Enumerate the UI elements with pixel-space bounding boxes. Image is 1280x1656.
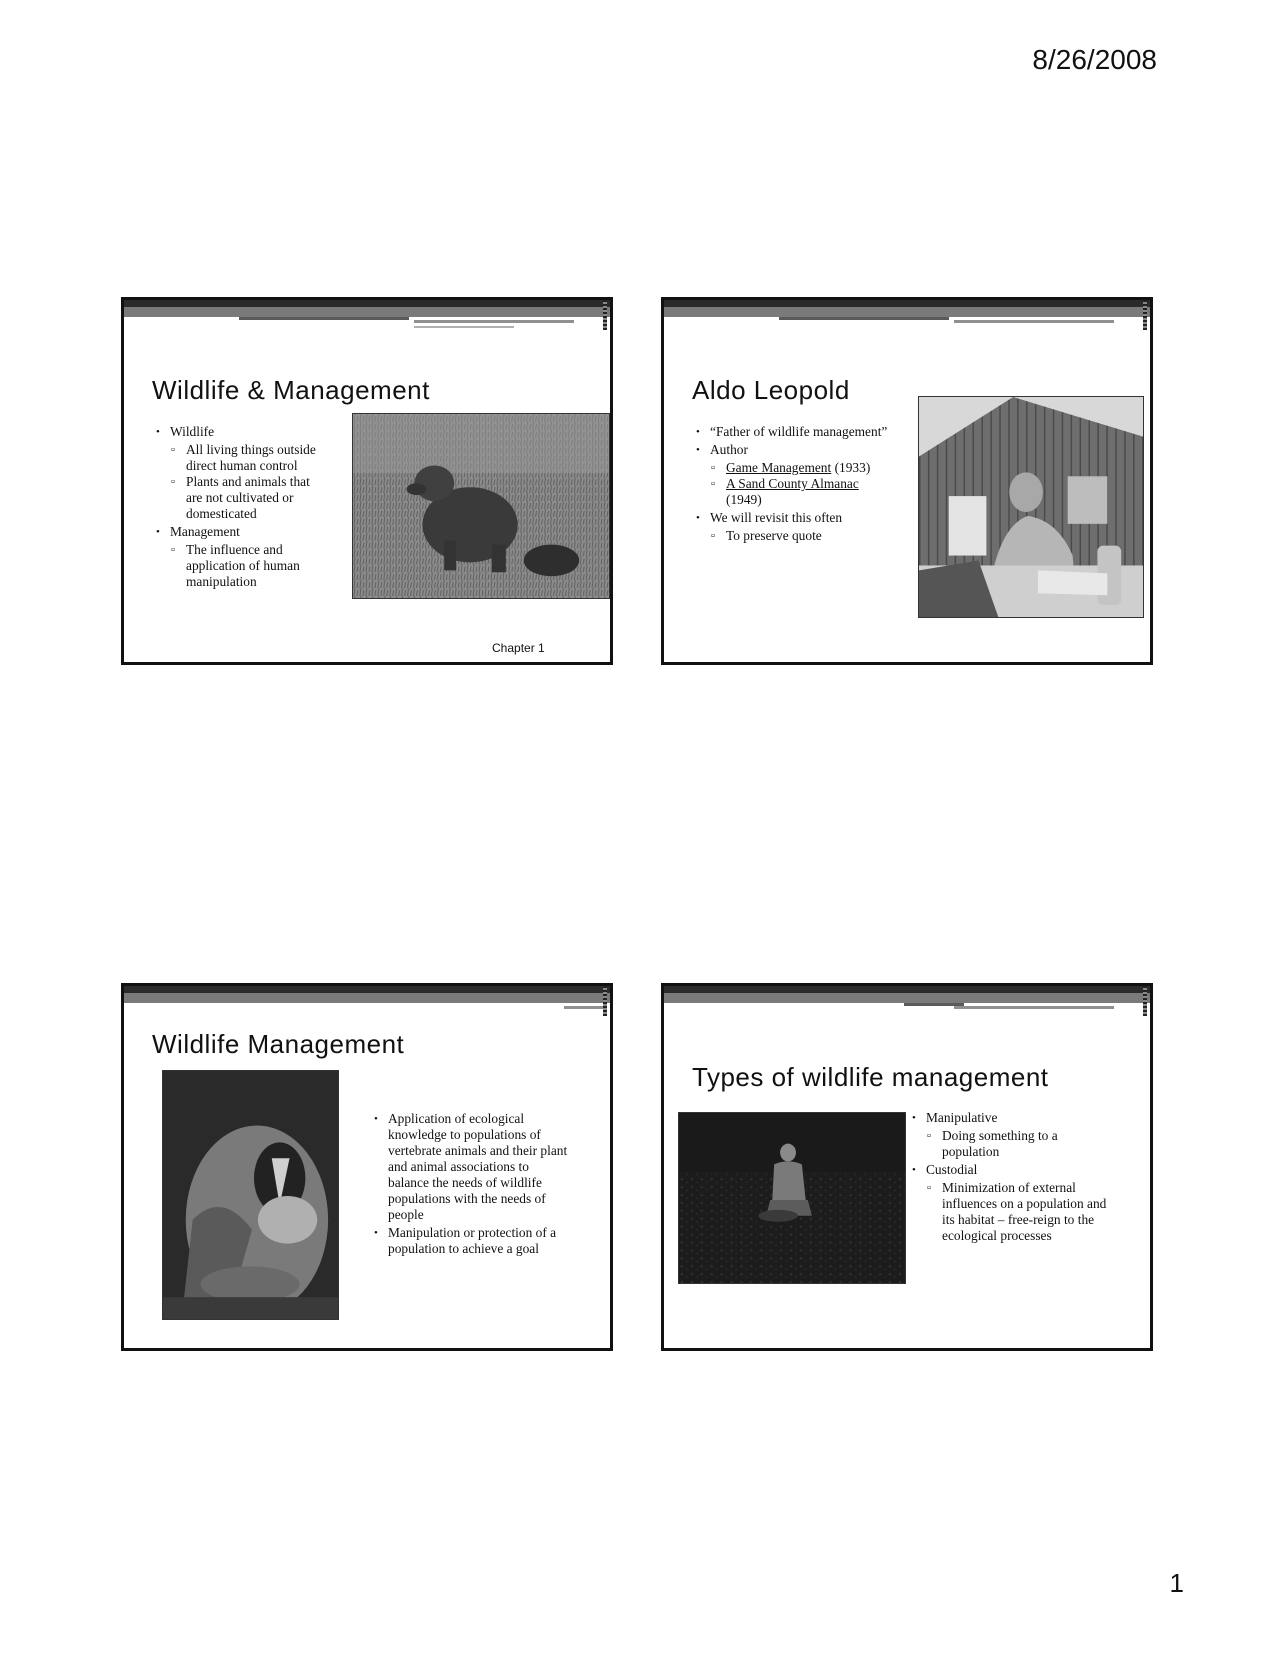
slide-title: Aldo Leopold	[692, 375, 850, 405]
bullet-item: • Wildlife ▫ All living things outside direct human control ▫ Plants and animals that are not cultivated or domesticated	[154, 424, 329, 522]
slide-footer: Chapter 1	[492, 641, 545, 655]
sub-bullet-item: ▫ Plants and animals that are not cultivated or domesticated	[170, 474, 329, 522]
bullet-item: • Management ▫ The influence and application of human manipulation	[154, 524, 329, 590]
slide-aldo-leopold	[661, 297, 1153, 665]
slide-header-decoration	[124, 300, 610, 330]
bullet-item: • Manipulative ▫ Doing something to a population	[910, 1110, 1108, 1160]
sub-bullet-item: ▫ The influence and application of human manipulation	[170, 542, 329, 590]
bullet-item: • Application of ecological knowledge to populations of vertebrate animals and their plant and animal associations to balance the needs of wildlife populations with the needs of people	[372, 1111, 572, 1223]
bullet-item: • Manipulation or protection of a population to achieve a goal	[372, 1225, 572, 1257]
slide-wildlife-management	[121, 983, 613, 1351]
slide-types-of-wildlife-management	[661, 983, 1153, 1351]
bullet-item: • Author ▫ Game Management (1933) ▫ A Sand County Almanac (1949)	[694, 442, 889, 508]
page-date: 8/26/2008	[1032, 44, 1157, 75]
bullet-list	[694, 424, 889, 546]
slide-header-decoration	[664, 986, 1150, 1016]
bullet-item: • Custodial ▫ Minimization of external influences on a population and its habitat – free-reign to the ecological processes	[910, 1162, 1108, 1244]
slide-header-decoration	[124, 986, 610, 1016]
slide-wildlife-and-management	[121, 297, 613, 665]
bullet-list	[154, 424, 329, 592]
sub-bullet-item: ▫ Doing something to a population	[926, 1128, 1108, 1160]
slide-header-decoration	[664, 300, 1150, 330]
mandrill-photo	[162, 1070, 339, 1320]
slide-title: Wildlife & Management	[152, 375, 430, 405]
wolverine-photo	[352, 413, 610, 599]
bullet-item: • We will revisit this often ▫ To preserve quote	[694, 510, 889, 544]
slide-title: Wildlife Management	[152, 1029, 405, 1059]
bullet-list	[910, 1110, 1108, 1246]
aldo-leopold-photo	[918, 396, 1144, 618]
page-number: 1	[1169, 1568, 1184, 1598]
sub-bullet-item: ▫ To preserve quote	[710, 528, 889, 544]
sub-bullet-item: ▫ Game Management (1933)	[710, 460, 889, 476]
sub-bullet-item: ▫ Minimization of external influences on a population and its habitat – free-reign to the ecological processes	[926, 1180, 1108, 1244]
bullet-item: • “Father of wildlife management”	[694, 424, 889, 440]
bullet-list	[372, 1111, 572, 1259]
night-field-photo	[678, 1112, 906, 1284]
sub-bullet-item: ▫ A Sand County Almanac (1949)	[710, 476, 889, 508]
slide-title: Types of wildlife management	[692, 1062, 1049, 1092]
sub-bullet-item: ▫ All living things outside direct human control	[170, 442, 329, 474]
